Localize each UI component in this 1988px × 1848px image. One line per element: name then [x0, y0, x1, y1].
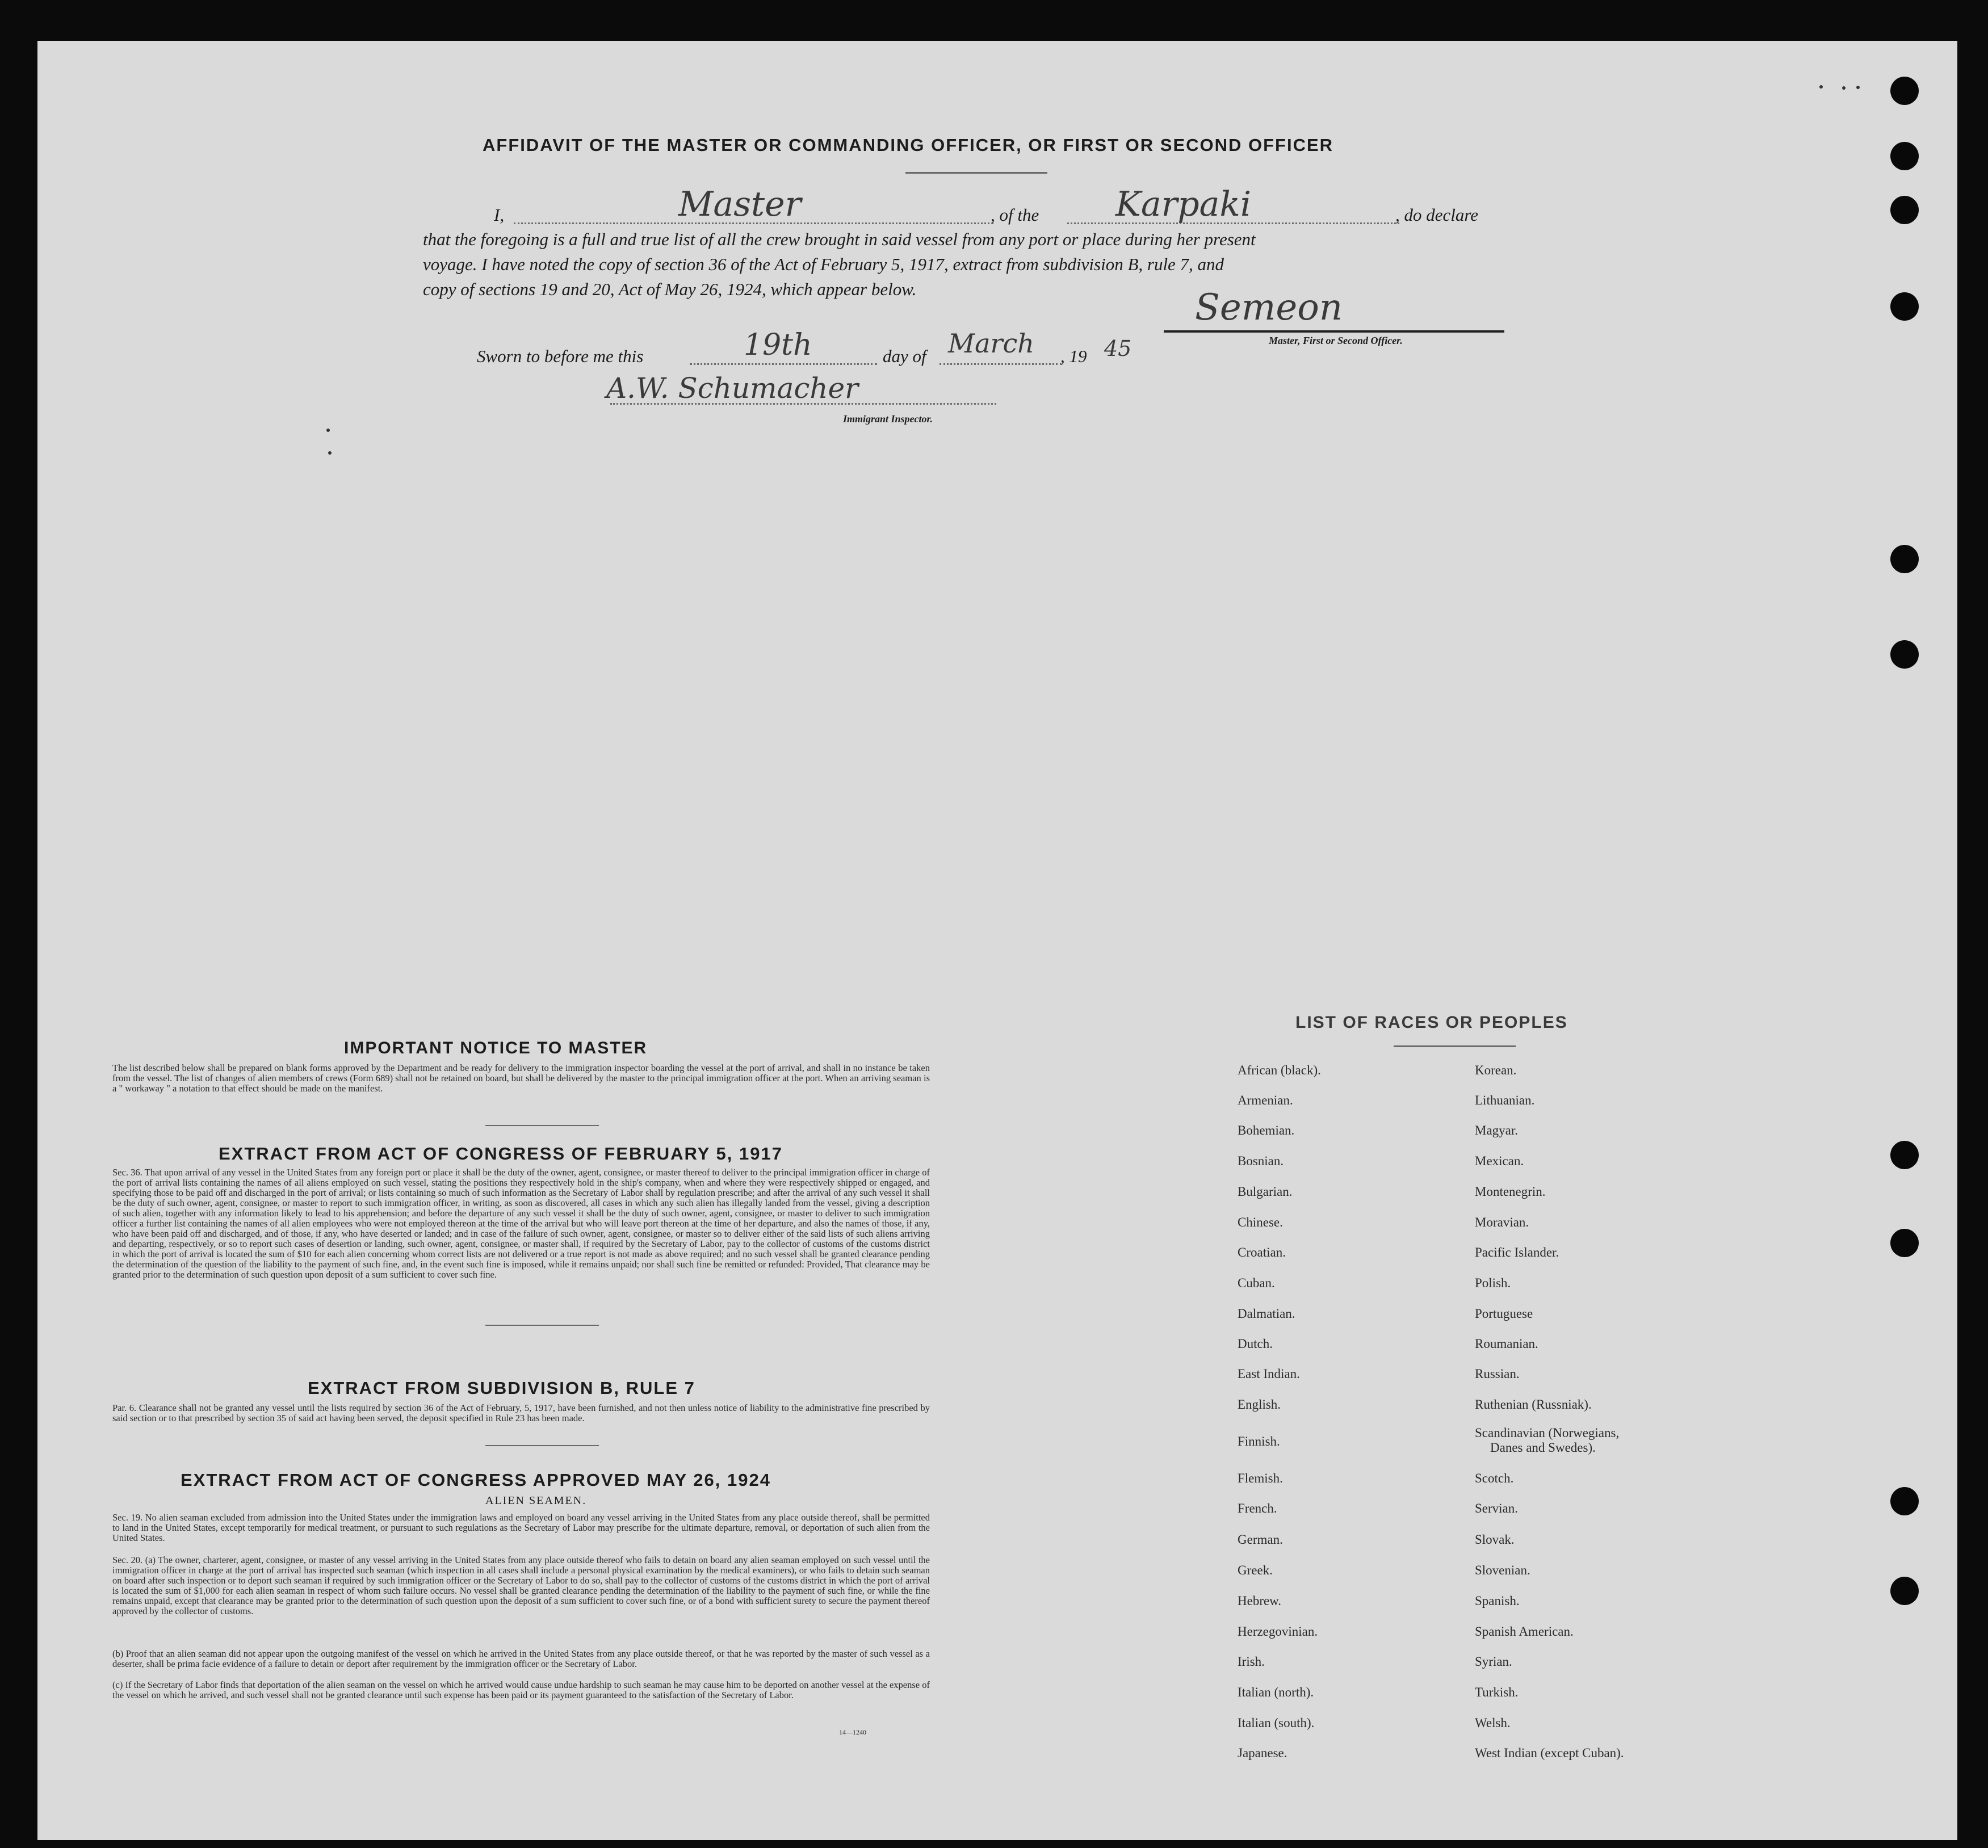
- punch-hole: [1890, 545, 1919, 573]
- punch-hole: [1890, 292, 1919, 321]
- speck: [1842, 86, 1846, 90]
- master-handwritten: Master: [678, 184, 802, 224]
- rule7-title: EXTRACT FROM SUBDIVISION B, RULE 7: [308, 1378, 695, 1398]
- race-item: French.: [1238, 1501, 1277, 1515]
- race-item: Syrian.: [1475, 1654, 1512, 1669]
- master-signature-caption: Master, First or Second Officer.: [1269, 335, 1403, 346]
- race-item: Spanish American.: [1475, 1624, 1574, 1639]
- inspector-signature-line: [610, 403, 996, 405]
- affidavit-do-declare: , do declare: [1395, 205, 1479, 225]
- alien-seamen-subtitle: ALIEN SEAMEN.: [485, 1494, 587, 1507]
- vessel-handwritten: Karpaki: [1115, 184, 1252, 224]
- race-item: Russian.: [1475, 1367, 1520, 1381]
- race-item: Spanish.: [1475, 1594, 1520, 1608]
- race-item: Chinese.: [1238, 1215, 1283, 1229]
- race-item: Italian (south).: [1238, 1716, 1315, 1730]
- race-item: Cuban.: [1238, 1276, 1275, 1290]
- notice-title: IMPORTANT NOTICE TO MASTER: [344, 1039, 648, 1057]
- race-item: Scotch.: [1475, 1471, 1514, 1485]
- race-item: Herzegovinian.: [1238, 1624, 1318, 1639]
- punch-hole: [1890, 142, 1919, 170]
- punch-hole: [1890, 1141, 1919, 1169]
- speck: [1819, 85, 1823, 89]
- race-item: Dalmatian.: [1238, 1307, 1295, 1321]
- master-signature: Semeon: [1195, 287, 1343, 329]
- race-item: Korean.: [1475, 1063, 1517, 1077]
- race-item: Bosnian.: [1238, 1154, 1284, 1168]
- race-item: Bohemian.: [1238, 1123, 1295, 1137]
- rule7-divider: [485, 1445, 599, 1446]
- speck: [326, 429, 330, 432]
- race-item: Pacific Islander.: [1475, 1245, 1559, 1259]
- extract-1917-divider: [485, 1325, 599, 1326]
- race-item: Magyar.: [1475, 1123, 1519, 1137]
- race-item: Bulgarian.: [1238, 1185, 1293, 1199]
- day-handwritten: 19th: [744, 328, 812, 362]
- sec20a-text: Sec. 20. (a) The owner, charterer, agent, consignee, or master of any vessel arriving in the United States from any place outside thereof who fails to detain on board any alien seaman employed on such vessel until the immigration officer in charge at the port of arrival has inspected such seaman (which inspection in all cases shall include a personal physical examination by the medical examiners), or who fails to detain such seaman on board after such inspection or to deport such seaman if required by such immigration officer or the Secretary of Labor to do so, shall pay to the collector of customs of the customs district in which the port of arrival is located the sum of $1,000 for each alien seaman in respect of whom such failure occurs. No vessel shall be granted clearance pending the determination of the liability to the payment of such fine, or while the fine remains unpaid, except that clearance may be granted prior to the determination of such question upon the deposit of a sum sufficient to cover such fine, or of a bond with sufficient surety to secure the payment thereof approved by the collector of customs.: [112, 1555, 930, 1616]
- race-item: Dutch.: [1238, 1337, 1273, 1351]
- race-item: Polish.: [1475, 1276, 1511, 1290]
- inspector-caption: Immigrant Inspector.: [843, 413, 933, 425]
- race-item: Ruthenian (Russniak).: [1475, 1397, 1592, 1412]
- race-item: Flemish.: [1238, 1471, 1283, 1485]
- year-handwritten: 45: [1104, 336, 1132, 361]
- race-item: Servian.: [1475, 1501, 1519, 1515]
- affidavit-line-2: that the foregoing is a full and true list of all the crew brought in said vessel from any port or place during her present: [423, 229, 1256, 249]
- form-number: 14—1240: [839, 1728, 866, 1736]
- race-item: Armenian.: [1238, 1093, 1293, 1107]
- master-signature-line: [1164, 330, 1504, 333]
- speck: [1856, 86, 1860, 89]
- sworn-day-of: day of: [883, 346, 926, 366]
- affidavit-line-4: copy of sections 19 and 20, Act of May 26, 1924, which appear below.: [423, 279, 917, 299]
- extract-1924-title: EXTRACT FROM ACT OF CONGRESS APPROVED MAY 26, 1924: [181, 1470, 771, 1490]
- race-item: Lithuanian.: [1475, 1093, 1535, 1107]
- rule7-text: Par. 6. Clearance shall not be granted any vessel until the lists required by section 36 of the Act of February, 5, 1917, have been furnished, and not then unless notice of liability to the administrative fine prescribed by said section or to that prescribed by section 35 of said act having been served, the deposit specified in Rule 23 has been made.: [112, 1402, 930, 1423]
- affidavit-line-3: voyage. I have noted the copy of section 36 of the Act of February 5, 1917, extract from subdivision B, rule 7, and: [423, 254, 1224, 274]
- race-item: Hebrew.: [1238, 1594, 1282, 1608]
- race-item: Turkish.: [1475, 1685, 1519, 1699]
- notice-divider: [485, 1125, 599, 1126]
- affidavit-i: I,: [494, 205, 505, 225]
- races-divider: [1394, 1045, 1516, 1047]
- race-item: Croatian.: [1238, 1245, 1286, 1259]
- race-item: Moravian.: [1475, 1215, 1529, 1229]
- race-item: Irish.: [1238, 1654, 1265, 1669]
- sworn-prefix: Sworn to before me this: [477, 346, 644, 366]
- race-item: Mexican.: [1475, 1154, 1524, 1168]
- punch-hole: [1890, 196, 1919, 224]
- punch-hole: [1890, 640, 1919, 669]
- race-item: Finnish.: [1238, 1434, 1280, 1448]
- sec19-text: Sec. 19. No alien seaman excluded from admission into the United States under the immigration laws and employed on board any vessel arriving in the United States from any place outside thereof, shall be permitted to land in the United States, except temporarily for medical treatment, or pursuant to such regulations as the Secretary of Labor may prescribe for the ultimate departure, removal, or deportation of such alien from the United States.: [112, 1512, 930, 1543]
- notice-text: The list described below shall be prepared on blank forms approved by the Department and be ready for delivery to the immigration inspector boarding the vessel at the port of arrival, and shall in no instance be taken from the vessel. The list of changes of alien members of crews (Form 689) shall not be retained on board, but shall be delivered by the master to the principal immigration officer at the port. When an arriving seaman is a " workaway " a notation to that effect should be made on the manifest.: [112, 1062, 930, 1094]
- race-item: Montenegrin.: [1475, 1185, 1546, 1199]
- sworn-year-prefix: , 19: [1060, 346, 1087, 366]
- sec20c-text: (c) If the Secretary of Labor finds that deportation of the alien seaman on the vessel on which he arrived would cause undue hardship to such seaman he may cause him to be deported on another vessel at the expense of the vessel on which he arrived, and such vessel shall not be granted clearance until such expense has been paid or its payment guaranteed to the satisfaction of the Secretary of Labor.: [112, 1679, 930, 1700]
- race-item: German.: [1238, 1532, 1283, 1547]
- speck: [328, 451, 332, 455]
- affidavit-of-the: , of the: [991, 205, 1039, 225]
- race-item: Danes and Swedes).: [1490, 1440, 1596, 1455]
- races-title: LIST OF RACES OR PEOPLES: [1295, 1013, 1568, 1032]
- race-item: Greek.: [1238, 1563, 1273, 1577]
- punch-hole: [1890, 1487, 1919, 1515]
- race-item: Slovak.: [1475, 1532, 1515, 1547]
- punch-hole: [1890, 1229, 1919, 1257]
- inspector-signature: A.W. Schumacher: [606, 372, 859, 405]
- race-item: Slovenian.: [1475, 1563, 1530, 1577]
- day-field-line: [690, 363, 877, 365]
- title-divider: [905, 172, 1047, 174]
- month-handwritten: March: [948, 328, 1034, 359]
- affidavit-title: AFFIDAVIT OF THE MASTER OR COMMANDING OFFICER, OR FIRST OR SECOND OFFICER: [483, 135, 1334, 155]
- sec20b-text: (b) Proof that an alien seaman did not appear upon the outgoing manifest of the vessel on which he arrived in the United States from any place outside thereof, or that he was reported by the master of such vessel as a deserter, shall be prima facie evidence of a failure to detain or deport after requirement by the immigration officer or the Secretary of Labor.: [112, 1648, 930, 1669]
- race-item: Portuguese: [1475, 1307, 1533, 1321]
- race-item: African (black).: [1238, 1063, 1321, 1077]
- punch-hole: [1890, 77, 1919, 105]
- race-item: West Indian (except Cuban).: [1475, 1746, 1624, 1760]
- race-item: English.: [1238, 1397, 1281, 1412]
- race-item: Roumanian.: [1475, 1337, 1538, 1351]
- race-item: Italian (north).: [1238, 1685, 1314, 1699]
- punch-hole: [1890, 1577, 1919, 1605]
- extract-1917-title: EXTRACT FROM ACT OF CONGRESS OF FEBRUARY 5, 1917: [219, 1144, 783, 1164]
- race-item: Japanese.: [1238, 1746, 1287, 1760]
- month-field-line: [940, 363, 1062, 365]
- extract-1917-text: Sec. 36. That upon arrival of any vessel in the United States from any foreign port or place it shall be the duty of the owner, agent, consignee, or master thereof to deliver to the principal immigration officer in charge of the port of arrival lists containing the names of all aliens employed on such vessel, stating the positions they respectively hold in the ship's company, when and where they were respectively shipped or engaged, and specifying those to be paid off and discharged in the port of arrival; or lists containing so much of such information as the Secretary of Labor shall by regulation prescribe; and after the arrival of any such vessel it shall be the duty of such owner, agent, consignee, or master to report to such immigration officer, in writing, as soon as discovered, all cases in which any such alien has illegally landed from the vessel, giving a description of such alien, together with any information likely to lead to his apprehension; and before the departure of any such vessel it shall be the duty of such owner, agent, consignee, or master to deliver to such immigration officer a further list containing the names of all alien employees who were not employed thereon at the time of the arrival but who will leave port thereon at the time of her departure, and also the names of those, if any, who have been paid off and discharged, and of those, if any, who have deserted or landed; and in case of the failure of such owner, agent, consignee, or master so to deliver either of the said lists of such aliens arriving and departing, respectively, or so to report such cases of desertion or landing, such owner, agent, consignee, or master shall, if required by the Secretary of Labor, pay to the collector of customs of the customs district in which the port of arrival is located the sum of $10 for each alien concerning whom correct lists are not delivered or a true report is not made as above required; and no such vessel shall be granted clearance pending the determination of the question of the liability to the payment of such fine, and, in the event such fine is imposed, while it remains unpaid; nor shall such fine be remitted or refunded: Provided, That clearance may be granted prior to the determination of such question upon deposit of a sum sufficient to cover such fine.: [112, 1167, 930, 1280]
- race-item: Scandinavian (Norwegians,: [1475, 1426, 1620, 1440]
- race-item: East Indian.: [1238, 1367, 1300, 1381]
- race-item: Welsh.: [1475, 1716, 1511, 1730]
